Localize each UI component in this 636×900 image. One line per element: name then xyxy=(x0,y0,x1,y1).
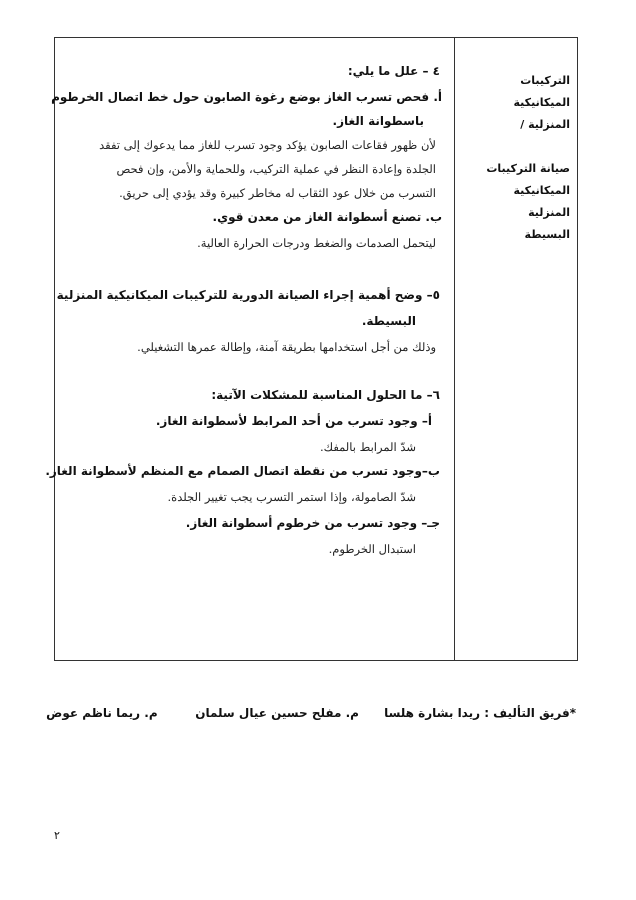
author-name: م. ريما ناظم عوض xyxy=(46,706,158,720)
unit-title-line: الميكانيكية xyxy=(513,96,570,109)
authors-label: *فريق التأليف : ريدا بشارة هلسا xyxy=(384,706,576,720)
answer-line: التسرب من خلال عود الثقاب له مخاطر كبيرة وقد يؤدي إلى حريق. xyxy=(119,186,436,200)
lesson-title-line: المنزلية xyxy=(528,206,570,219)
answer-line: استبدال الخرطوم. xyxy=(328,542,416,556)
answer-line: لأن ظهور فقاعات الصابون يؤكد وجود تسرب للغاز مما يدعوك إلى تفقد xyxy=(99,138,436,152)
question-line: ب. تصنع أسطوانة الغاز من معدن قوي. xyxy=(212,210,442,224)
lesson-title-line: صيانة التركيبات xyxy=(486,162,570,175)
author-name: م. مفلح حسين عيال سلمان xyxy=(195,706,359,720)
lesson-title-line: الميكانيكية xyxy=(513,184,570,197)
lesson-title-line: البسيطة xyxy=(524,228,570,241)
question-line: أ– وجود تسرب من أحد المرابط لأسطوانة الغاز. xyxy=(155,414,432,428)
unit-title-line: المنزلية / xyxy=(520,118,570,131)
question-line: جـ– وجود تسرب من خرطوم أسطوانة الغاز. xyxy=(185,516,440,530)
unit-title-line: التركيبات xyxy=(520,74,570,87)
authors-footer xyxy=(46,706,576,720)
question-line: البسيطة. xyxy=(361,314,416,328)
unit-title xyxy=(462,70,570,136)
question-line: ٤ – علل ما يلي: xyxy=(347,64,440,78)
question-line: باسطوانة الغاز. xyxy=(332,114,424,128)
answer-line: شدّ المرابط بالمفك. xyxy=(319,440,416,454)
question-line: ٥– وضح أهمية إجراء الصيانة الدورية للتركيبات الميكانيكية المنزلية xyxy=(56,288,440,302)
column-divider xyxy=(454,37,455,661)
answer-line: شدّ الصامولة، وإذا استمر التسرب يجب تغيير الجلدة. xyxy=(167,490,416,504)
unit-title-column xyxy=(462,70,570,246)
question-line: أ. فحص تسرب الغاز بوضع رغوة الصابون حول خط اتصال الخرطوم xyxy=(51,90,442,104)
answer-line: وذلك من أجل استخدامها بطريقة آمنة، وإطالة عمرها التشغيلي. xyxy=(137,340,436,354)
answer-line: ليتحمل الصدمات والضغط ودرجات الحرارة العالية. xyxy=(197,236,436,250)
lesson-title xyxy=(462,158,570,246)
answer-line: الجلدة وإعادة النظر في عملية التركيب، وللحماية والأمن، وإن فحص xyxy=(116,162,436,176)
question-line: ب–وجود تسرب من نقطة اتصال الصمام مع المنظم لأسطوانة الغاز. xyxy=(45,464,440,478)
question-line: ٦– ما الحلول المناسبة للمشكلات الآتية: xyxy=(211,388,440,402)
page-number: ٢ xyxy=(54,829,60,842)
